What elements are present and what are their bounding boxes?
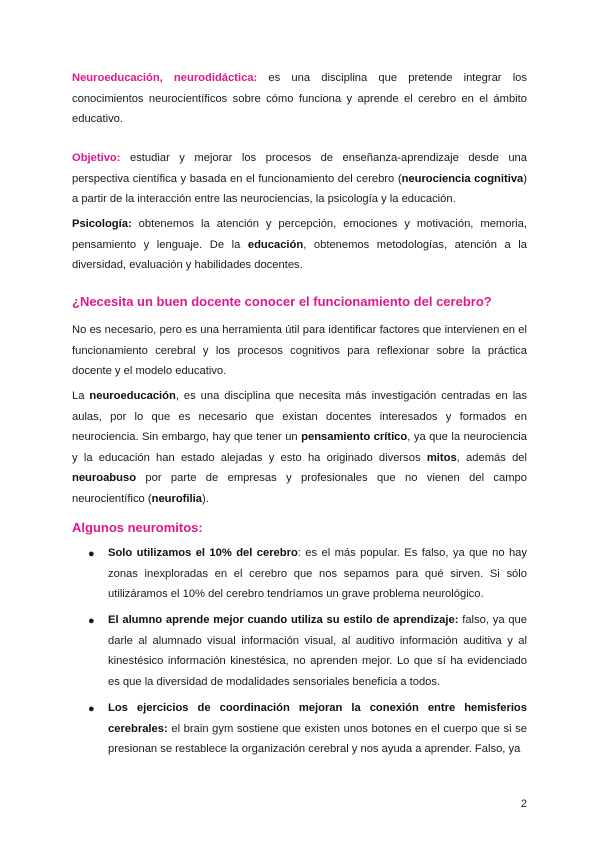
bullet-text: falso, ya que darle al alumnado visual información visual, al auditivo información auditiva y al kinestésico información kinestésica, no aprenden mejor. Lo que sí ha evidenciado es que la diversidad de modalidades sensoriales beneficia a todos. [108,614,527,688]
bullet-bold: Solo utilizamos el 10% del cerebro [108,547,298,559]
bold-neurociencia-cognitiva: neurociencia cognitiva [401,172,524,185]
paragraph-no-necesario: No es necesario, pero es una herramienta útil para identificar factores que intervienen en el funcionamiento cerebral y los procesos cognitivos para reflexionar sobre la práctica docente y el modelo educativo. [72,324,527,377]
bold-pensamiento-critico: pensamiento crítico [301,431,408,443]
bullet-dot: ● [88,703,95,715]
bullet-dot: ● [88,615,95,627]
section-heading-docente: ¿Necesita un buen docente conocer el funcionamiento del cerebro? [72,294,492,309]
term-neuroeducacion: Neuroeducación, neurodidáctica: [72,72,258,84]
list-item-neuromito-3 [108,698,527,760]
paragraph-neuroeducacion-investigacion: La neuroeducación, es una disciplina que necesita más investigación centradas en las aulas, por lo que es necesario que existan docentes interesados y formados en neurociencia. Sin embargo, hay que tener un pensamiento crítico, ya que la neurociencia y la educación han estado alejadas y esto ha originado diversos mitos, además del neuroabuso por parte de empresas y profesionales que no vienen del campo neurocientífico (neurofilia). [72,390,528,505]
bold-educacion: educación [247,238,304,251]
paragraph-objetivo [72,148,527,210]
bullet-text: el brain gym sostiene que existen unos botones en el cuerpo que si se presionan se restablece la organización cerebral y nos ayuda a aprender. Falso, ya [108,722,527,755]
bullet-bold: Los ejercicios de coordinación mejoran la conexión entre hemisferios cerebrales: [108,702,527,735]
paragraph-text: ) a partir de la interacción entre las neurociencias, la psicología y la educación. [72,172,528,205]
list-item-neuromito-2 [108,610,527,692]
bold-neuroabuso: neuroabuso [72,472,137,484]
paragraph-psicologia [72,214,527,276]
section-heading-neuromitos: Algunos neuromitos: [72,520,203,535]
paragraph-text: obtenemos la atención y percepción, emociones y motivación, memoria, pensamiento y lenguaje. De la [72,218,527,251]
bullet-text: : es el más popular. Es falso, ya que no hay zonas inexploradas en el cerebro que nos sepamos para qué sirven. Si sólo utilizáramos el 10% del cerebro tendríamos un grave problema neurológico. [108,547,527,600]
page-number: 2 [520,798,527,810]
bold-neuroeducacion: neuroeducación [89,390,176,402]
term-psicologia: Psicología: [72,218,132,230]
paragraph-text: es una disciplina que pretende integrar los conocimientos neurocientíficos sobre cómo funciona y aprende el cerebro en el ámbito educativo. [72,72,527,125]
bold-neurofilia: neurofilia [151,492,202,505]
bold-mitos: mitos [426,451,457,464]
paragraph-neuroeducacion [72,68,527,130]
paragraph-text: , obtenemos metodologías, atención a la diversidad, evaluación y habilidades docentes. [72,238,527,271]
list-item-neuromito-1 [108,543,527,605]
paragraph-text: estudiar y mejorar los procesos de enseñanza-aprendizaje desde una perspectiva científica y basada en el funcionamiento del cerebro ( [72,152,527,185]
term-objetivo: Objetivo: [72,152,121,164]
bullet-bold: El alumno aprende mejor cuando utiliza su estilo de aprendizaje: [108,614,459,626]
bullet-dot: ● [88,548,95,560]
